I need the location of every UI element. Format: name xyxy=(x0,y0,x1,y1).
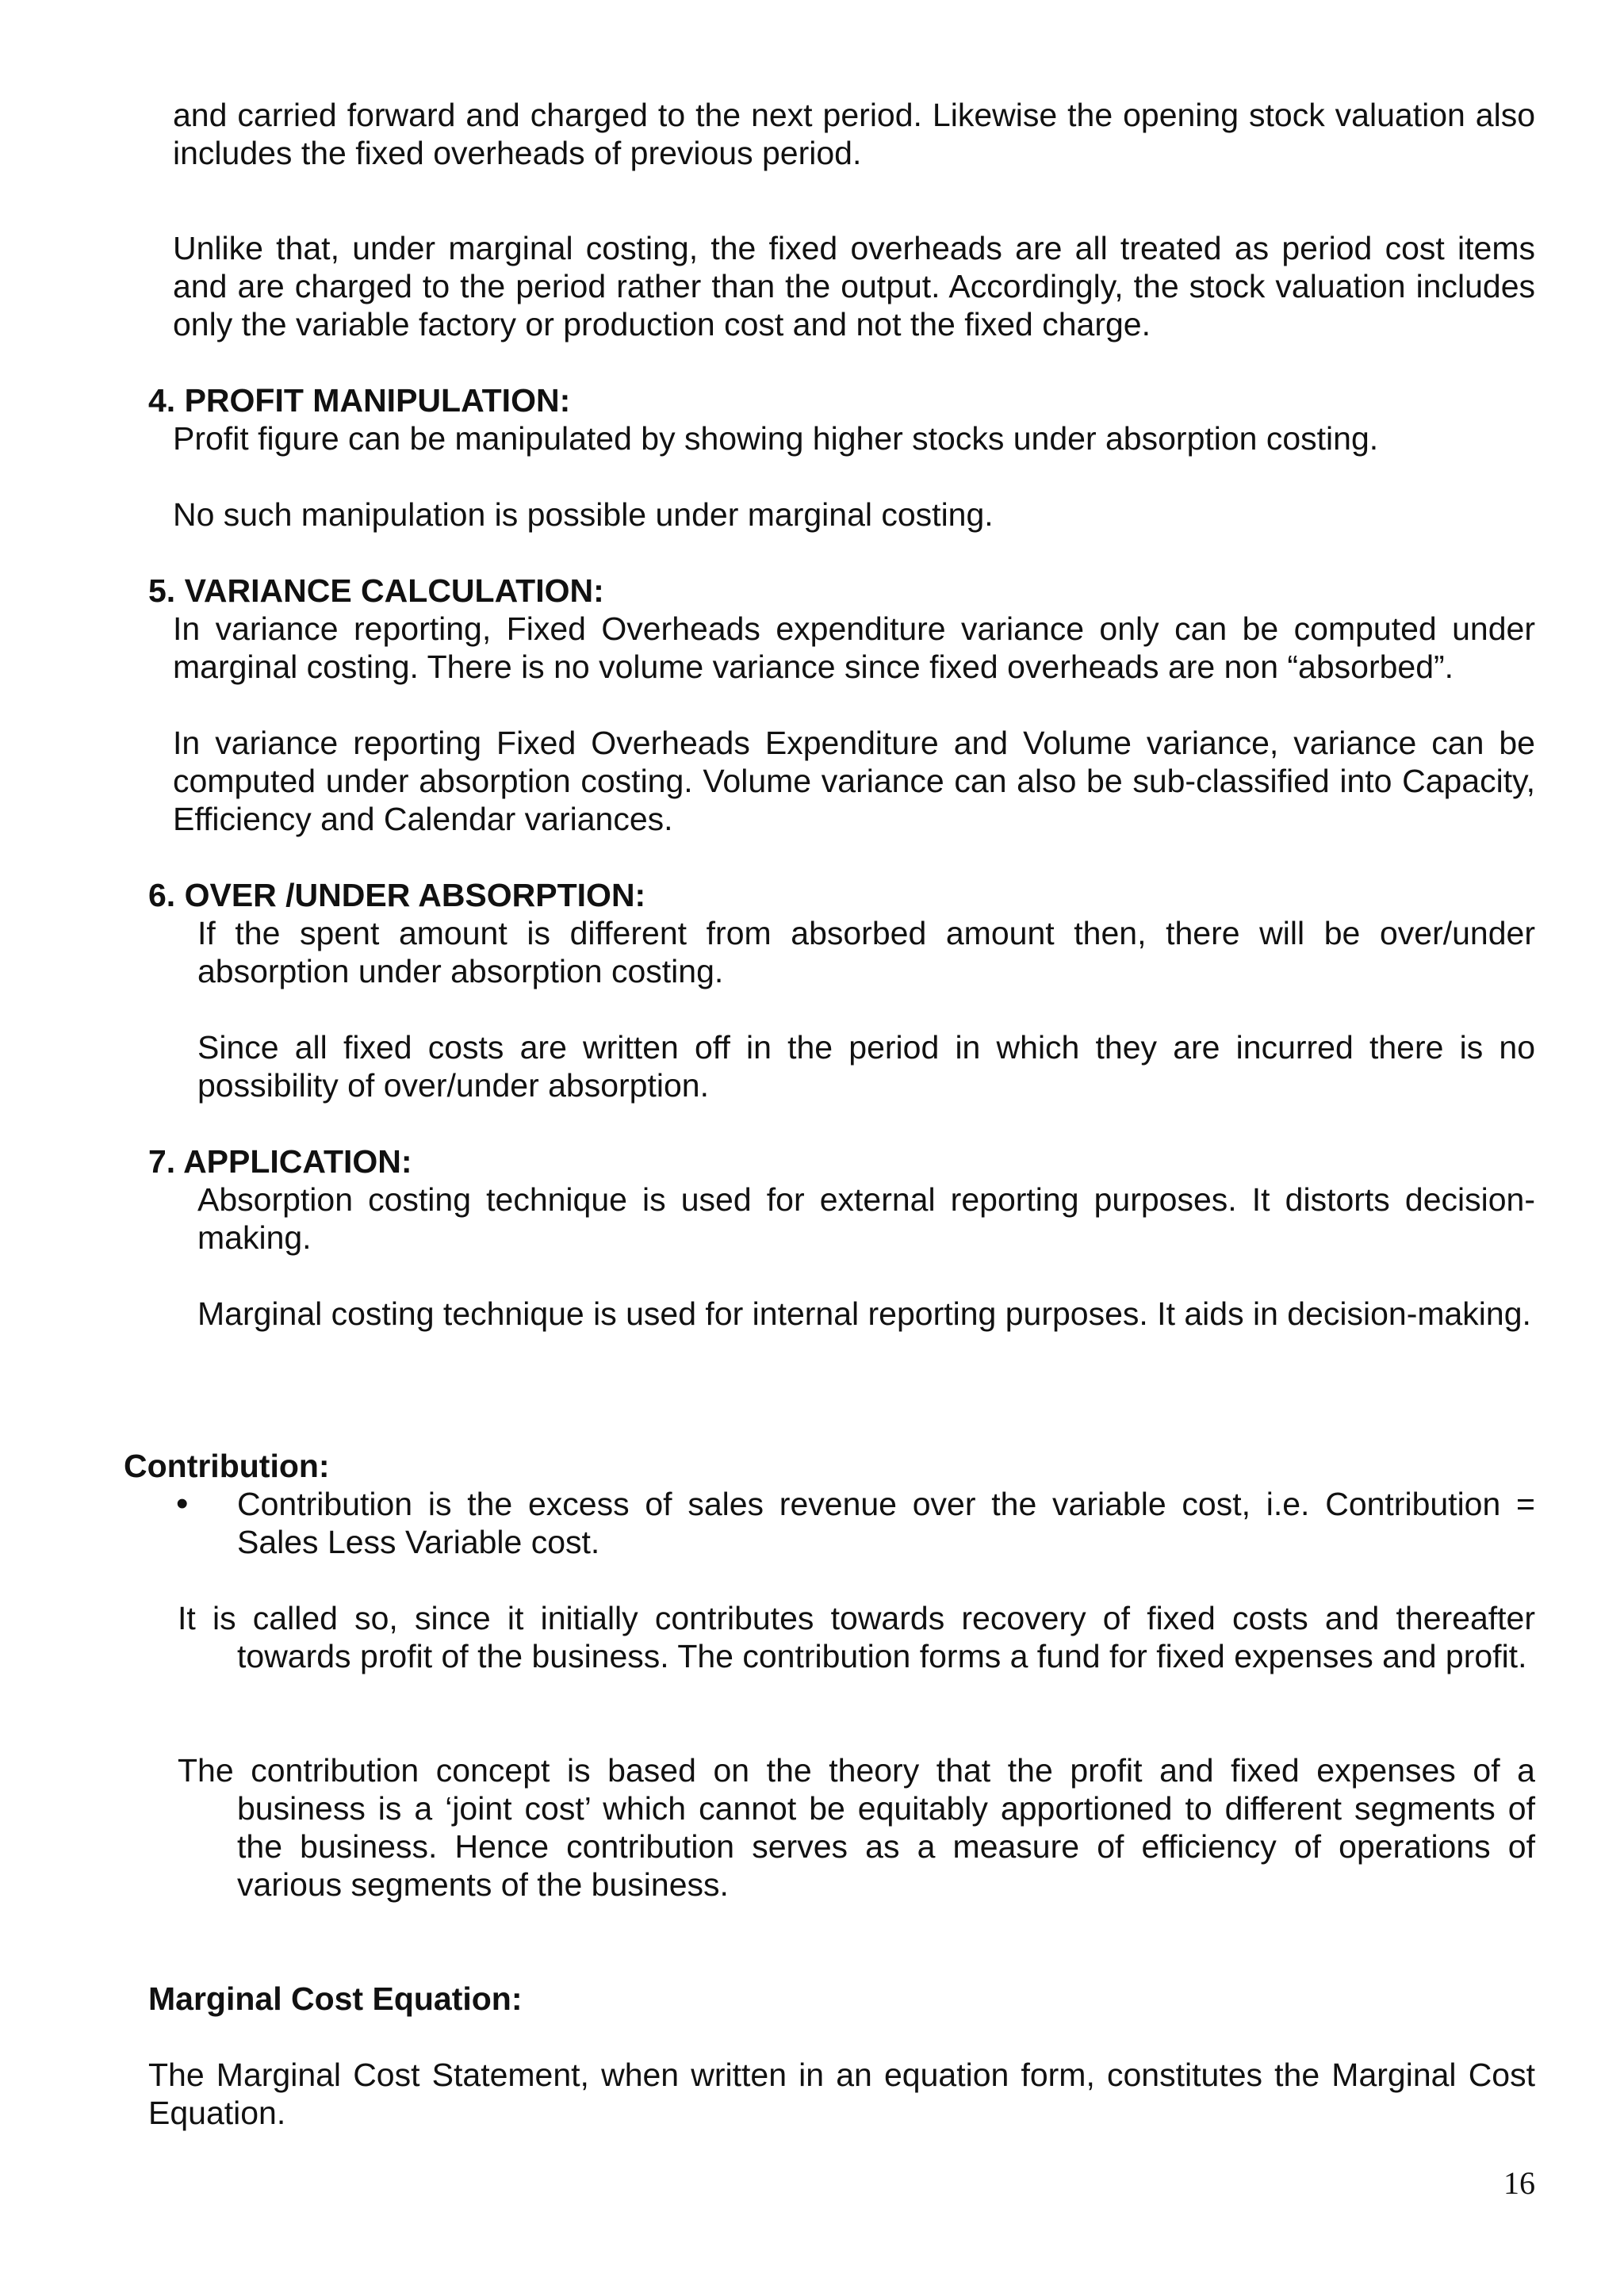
application-paragraph-2: Marginal costing technique is used for internal reporting purposes. It aids in decision-making. xyxy=(197,1295,1531,1332)
profit-manipulation-paragraph-1: Profit figure can be manipulated by showing higher stocks under absorption costing. xyxy=(173,420,1379,457)
heading-marginal-cost-equation: Marginal Cost Equation: xyxy=(148,1980,523,2017)
intro-paragraph-1: and carried forward and charged to the next period. Likewise the opening stock valuation also includes the fixed overheads of previous period. xyxy=(173,97,1535,171)
heading-application: 7. APPLICATION: xyxy=(148,1143,412,1180)
variance-calculation-paragraph-1: In variance reporting, Fixed Overheads expenditure variance only can be computed under marginal costing. There is no volume variance since fixed overheads are non “absorbed”. xyxy=(173,610,1535,685)
application-paragraph-1: Absorption costing technique is used for external reporting purposes. It distorts decision-making. xyxy=(197,1181,1535,1256)
contribution-paragraph-1: It is called so, since it initially contributes towards recovery of fixed costs and thereafter towards profit of the business. The contribution forms a fund for fixed expenses and profit. xyxy=(178,1600,1535,1674)
variance-calculation-paragraph-2: In variance reporting Fixed Overheads Expenditure and Volume variance, variance can be computed under absorption costing. Volume variance can also be sub-classified into Capacity, Efficiency and Calendar variances. xyxy=(173,725,1535,837)
marginal-cost-equation-paragraph: The Marginal Cost Statement, when written in an equation form, constitutes the Marginal Cost Equation. xyxy=(148,2057,1535,2131)
contribution-bullet-text: Contribution is the excess of sales revenue over the variable cost, i.e. Contribution = Sales Less Variable cost. xyxy=(237,1486,1535,1560)
heading-variance-calculation: 5. VARIANCE CALCULATION: xyxy=(148,572,604,609)
profit-manipulation-paragraph-2: No such manipulation is possible under marginal costing. xyxy=(173,496,994,533)
contribution-paragraph-2: The contribution concept is based on the theory that the profit and fixed expenses of a business is a ‘joint cost’ which cannot be equitably apportioned to different segments of the business. Hence contribution serves as a measure of efficiency of operations of various segments of the business. xyxy=(178,1752,1535,1903)
over-under-absorption-paragraph-1: If the spent amount is different from absorbed amount then, there will be over/under absorption under absorption costing. xyxy=(197,915,1535,989)
heading-contribution: Contribution: xyxy=(124,1448,330,1484)
heading-profit-manipulation: 4. PROFIT MANIPULATION: xyxy=(148,382,571,419)
intro-paragraph-2: Unlike that, under marginal costing, the fixed overheads are all treated as period cost items and are charged to the period rather than the output. Accordingly, the stock valuation includes only the variable factory or production cost and not the fixed charge. xyxy=(173,230,1535,342)
bullet-icon: • xyxy=(176,1484,189,1523)
page-number: 16 xyxy=(1503,2165,1535,2201)
heading-over-under-absorption: 6. OVER /UNDER ABSORPTION: xyxy=(148,877,646,913)
over-under-absorption-paragraph-2: Since all fixed costs are written off in the period in which they are incurred there is no possibility of over/under absorption. xyxy=(197,1029,1535,1104)
